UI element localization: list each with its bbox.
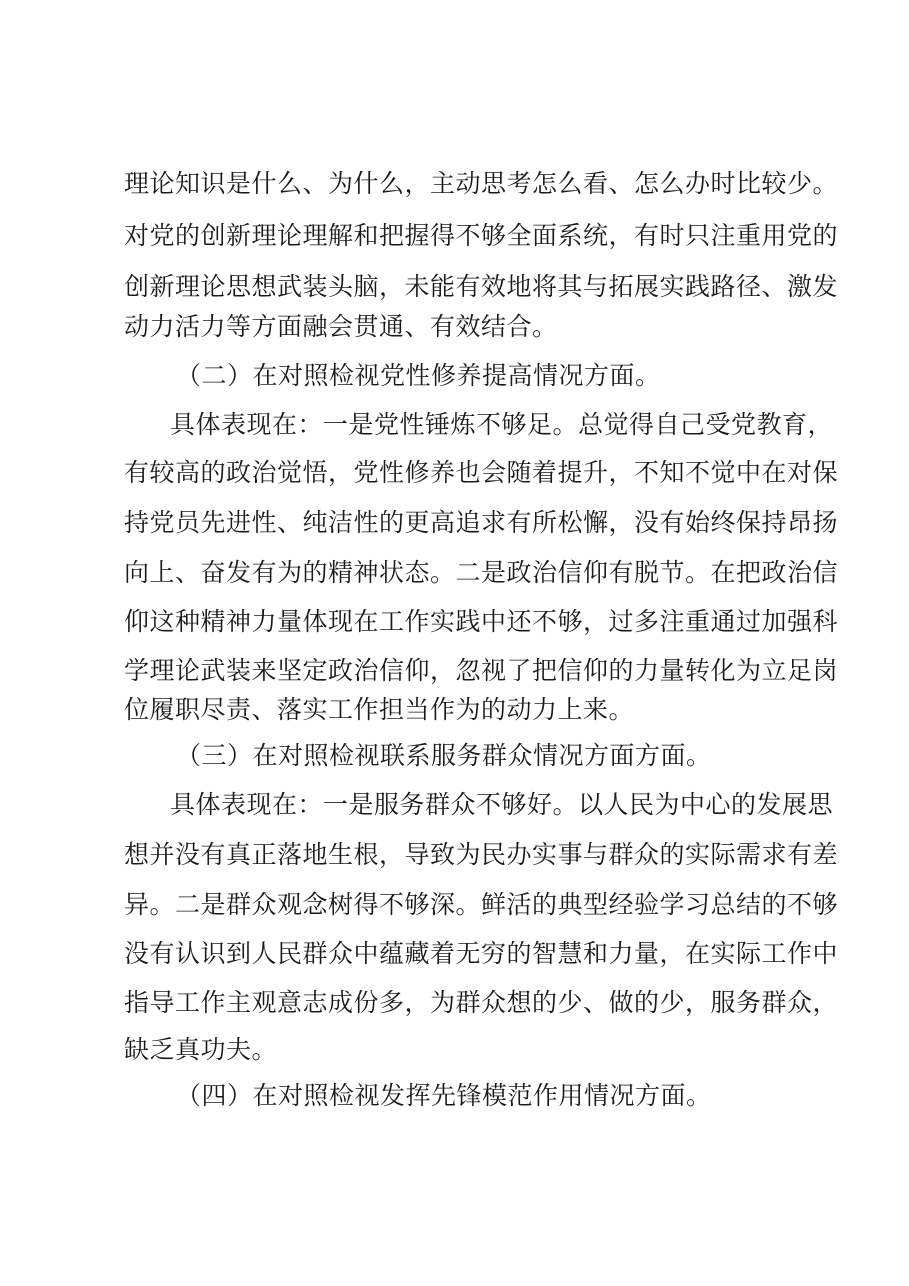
paragraph-line: 有较高的政治觉悟，党性修养也会随着提升，不知不觉中在对保 bbox=[124, 458, 839, 487]
paragraph-line: 异。二是群众观念树得不够深。鲜活的典型经验学习总结的不够 bbox=[124, 890, 839, 919]
paragraph-line: 具体表现在：一是服务群众不够好。以人民为中心的发展思 bbox=[170, 790, 834, 819]
paragraph-line: 学理论武装来坚定政治信仰，忽视了把信仰的力量转化为立足岗 bbox=[124, 656, 839, 685]
paragraph-line: 指导工作主观意志成份多，为群众想的少、做的少，服务群众， bbox=[124, 988, 839, 1017]
paragraph-line: 位履职尽责、落实工作担当作为的动力上来。 bbox=[124, 695, 635, 724]
paragraph-line: 没有认识到人民群众中蕴藏着无穷的智慧和力量，在实际工作中 bbox=[124, 939, 839, 968]
section-heading-3: （三）在对照检视联系服务群众情况方面方面。 bbox=[176, 741, 712, 770]
paragraph-line: 持党员先进性、纯洁性的更高追求有所松懈，没有始终保持昂扬 bbox=[124, 508, 839, 537]
section-heading-4: （四）在对照检视发挥先锋模范作用情况方面。 bbox=[176, 1081, 712, 1110]
paragraph-line: 想并没有真正落地生根，导致为民办实事与群众的实际需求有差 bbox=[124, 840, 839, 869]
paragraph-line: 对党的创新理论理解和把握得不够全面系统，有时只注重用党的 bbox=[124, 221, 839, 250]
paragraph-line: 理论知识是什么、为什么，主动思考怎么看、怎么办时比较少。 bbox=[124, 169, 839, 198]
paragraph-line: 向上、奋发有为的精神状态。二是政治信仰有脱节。在把政治信 bbox=[124, 558, 839, 587]
paragraph-line: 仰这种精神力量体现在工作实践中还不够，过多注重通过加强科 bbox=[124, 607, 839, 636]
paragraph-line: 动力活力等方面融会贯通、有效结合。 bbox=[124, 312, 558, 341]
paragraph-line: 具体表现在：一是党性锤炼不够足。总觉得自己受党教育， bbox=[170, 410, 834, 439]
paragraph-line: 缺乏真功夫。 bbox=[124, 1035, 278, 1064]
paragraph-line: 创新理论思想武装头脑，未能有效地将其与拓展实践路径、激发 bbox=[124, 272, 839, 301]
section-heading-2: （二）在对照检视党性修养提高情况方面。 bbox=[176, 361, 661, 390]
